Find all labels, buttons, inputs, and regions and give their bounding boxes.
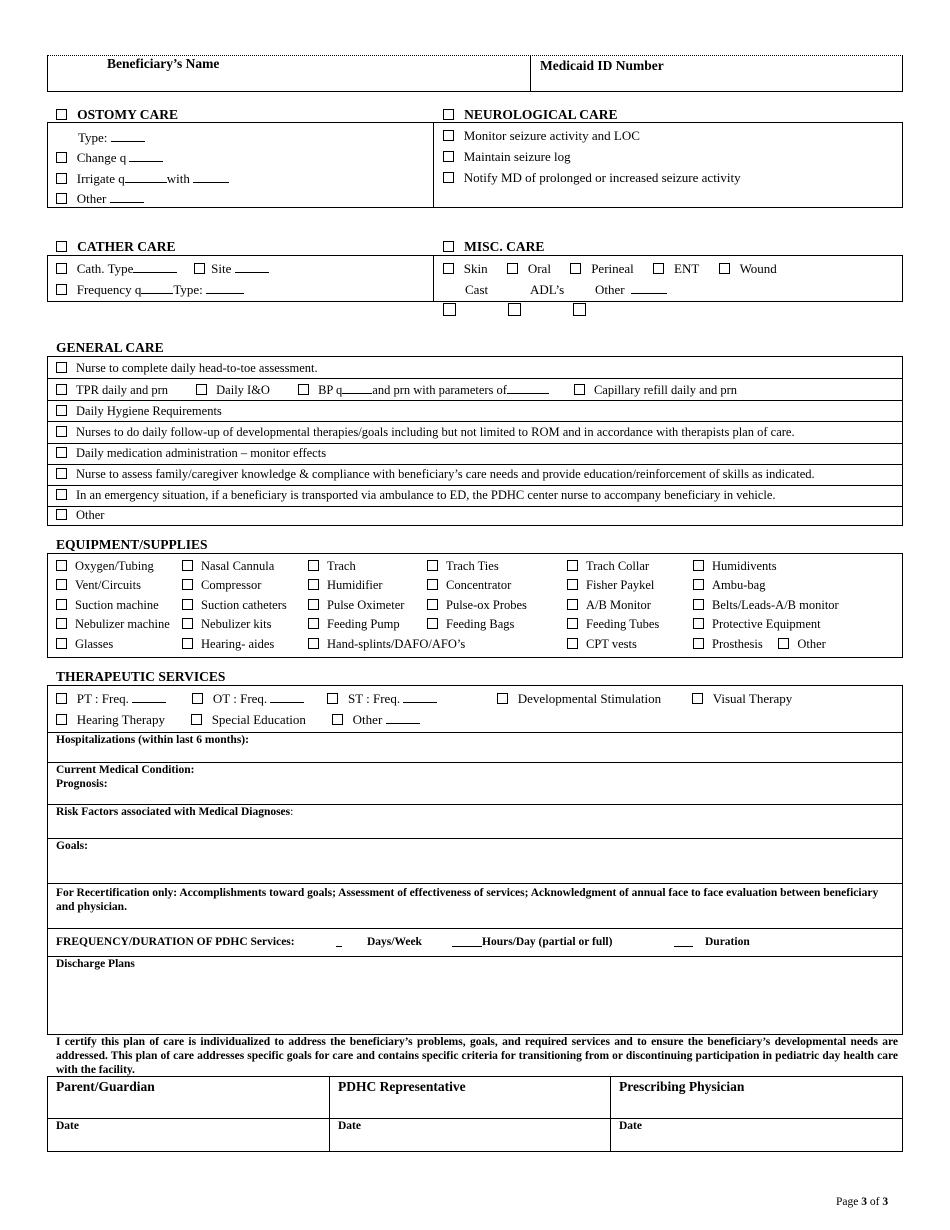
parent-guardian-label: Parent/Guardian: [56, 1079, 155, 1094]
rule: [47, 732, 903, 733]
equip-item: Ambu-bag: [693, 578, 765, 593]
hours-day-label: Hours/Day (partial or full): [482, 936, 613, 948]
general-checkbox[interactable]: [56, 426, 67, 437]
cather-checkbox[interactable]: [56, 241, 67, 252]
duration-blank[interactable]: [674, 946, 693, 947]
adls-checkbox[interactable]: [508, 303, 521, 319]
equip-item: Vent/Circuits: [56, 578, 141, 593]
general-checkbox[interactable]: [56, 405, 67, 416]
oral-checkbox[interactable]: [507, 263, 518, 274]
visual-therapy: Visual Therapy: [692, 691, 792, 707]
equip-checkbox[interactable]: [567, 579, 578, 590]
equip-checkbox[interactable]: [308, 618, 319, 629]
cather-care-header: CATHER CARE: [56, 239, 176, 255]
general-checkbox[interactable]: [56, 468, 67, 479]
site-checkbox[interactable]: [194, 263, 205, 274]
rule: [47, 838, 903, 839]
equip-item: Trach Ties: [427, 559, 499, 574]
neuro-care-header: NEUROLOGICAL CARE: [443, 107, 618, 123]
equip-item: Nebulizer machine: [56, 617, 170, 632]
goals-label: Goals:: [56, 840, 88, 852]
equip-checkbox[interactable]: [56, 579, 67, 590]
equip-other-checkbox[interactable]: [778, 638, 789, 649]
equip-checkbox[interactable]: [693, 579, 704, 590]
general-row: Nurse to assess family/caregiver knowledge & compliance with beneficiary’s care needs and provide education/reinforcement of skills as indicated.: [56, 467, 815, 482]
equip-checkbox[interactable]: [693, 638, 704, 649]
equip-item: Feeding Pump: [308, 617, 400, 632]
visual-checkbox[interactable]: [692, 693, 703, 704]
equip-item: Humidivents: [693, 559, 777, 574]
equip-item: Nasal Cannula: [182, 559, 274, 574]
pt-checkbox[interactable]: [56, 693, 67, 704]
equip-checkbox[interactable]: [567, 618, 578, 629]
frequency-checkbox[interactable]: [56, 284, 67, 295]
current-condition-label: Current Medical Condition:: [56, 764, 195, 776]
cast-checkbox[interactable]: [443, 303, 456, 319]
equip-checkbox[interactable]: [182, 579, 193, 590]
rule: [47, 506, 903, 507]
misc-checkbox[interactable]: [443, 241, 454, 252]
equip-checkbox[interactable]: [693, 618, 704, 629]
therapeutic-header: THERAPEUTIC SERVICES: [56, 669, 226, 684]
misc-other: Other: [595, 282, 667, 298]
wound-checkbox[interactable]: [719, 263, 730, 274]
physician-date-label: Date: [619, 1120, 642, 1132]
equip-checkbox[interactable]: [56, 599, 67, 610]
equip-checkbox[interactable]: [427, 599, 438, 610]
rule: [47, 464, 903, 465]
equip-item: Nebulizer kits: [182, 617, 271, 632]
io-checkbox[interactable]: [196, 384, 207, 395]
equip-checkbox[interactable]: [182, 638, 193, 649]
cath-frequency: Frequency q Type:: [56, 282, 244, 298]
general-row: Daily Hygiene Requirements: [56, 404, 222, 419]
prognosis-label: Prognosis:: [56, 778, 108, 790]
equip-checkbox[interactable]: [182, 618, 193, 629]
rule: [47, 956, 903, 957]
neuro-item: Notify MD of prolonged or increased seizure activity: [443, 170, 741, 186]
rule: [47, 1118, 903, 1119]
duration-label: Duration: [705, 936, 750, 948]
irrigate-checkbox[interactable]: [56, 173, 67, 184]
misc-adls: ADL’s: [530, 282, 565, 297]
neuro-item-checkbox[interactable]: [443, 151, 454, 162]
ostomy-checkbox[interactable]: [56, 109, 67, 120]
neuro-item-checkbox[interactable]: [443, 172, 454, 183]
equipment-header: EQUIPMENT/SUPPLIES: [56, 537, 208, 552]
equip-checkbox[interactable]: [308, 638, 319, 649]
rule: [47, 804, 903, 805]
skin-checkbox[interactable]: [443, 263, 454, 274]
rule: [47, 443, 903, 444]
general-checkbox[interactable]: [56, 362, 67, 373]
equip-item: Glasses: [56, 637, 113, 652]
ot-checkbox[interactable]: [192, 693, 203, 704]
change-checkbox[interactable]: [56, 152, 67, 163]
equip-item: Fisher Paykel: [567, 578, 654, 593]
equip-checkbox[interactable]: [427, 579, 438, 590]
parent-date-label: Date: [56, 1120, 79, 1132]
misc-cast: Cast: [465, 282, 489, 297]
hospitalizations-label: Hospitalizations (within last 6 months):: [56, 734, 249, 746]
misc-items: Skin Oral Perineal ENT Wound: [443, 261, 777, 277]
equip-item: Hand-splints/DAFO/AFO’s: [308, 637, 465, 652]
header-divider: [530, 55, 531, 92]
certification-text: I certify this plan of care is individualized to address the beneficiary’s problems, goals, and required services and to ensure the beneficiary’s developmental needs are addressed. This plan of care addresses specific goals for care and contains specific criteria for transitioning from or discontinuing participation in pediatric day health care with the facility.: [56, 1036, 898, 1076]
equip-checkbox[interactable]: [56, 638, 67, 649]
hearing-checkbox[interactable]: [56, 714, 67, 725]
rule: [47, 485, 903, 486]
equip-checkbox[interactable]: [308, 560, 319, 571]
equip-item: A/B Monitor: [567, 598, 651, 613]
therapy-other-checkbox[interactable]: [332, 714, 343, 725]
medicaid-id-label: Medicaid ID Number: [540, 58, 664, 73]
rule: [47, 421, 903, 422]
equip-checkbox[interactable]: [56, 560, 67, 571]
dev-stim: Developmental Stimulation: [497, 691, 661, 707]
hours-blank[interactable]: [452, 946, 482, 947]
pdhc-representative-label: PDHC Representative: [338, 1079, 466, 1094]
misc-care-header: MISC. CARE: [443, 239, 544, 255]
equip-item: Humidifier: [308, 578, 383, 593]
equip-item: Pulse-ox Probes: [427, 598, 527, 613]
cath-type: Cath. Type Site: [56, 261, 269, 277]
equip-checkbox[interactable]: [182, 599, 193, 610]
equip-checkbox[interactable]: [182, 560, 193, 571]
days-blank[interactable]: [336, 946, 342, 947]
ostomy-change: Change q: [56, 150, 163, 166]
equip-item: Protective Equipment: [693, 617, 821, 632]
equip-checkbox[interactable]: [567, 599, 578, 610]
st-checkbox[interactable]: [327, 693, 338, 704]
equip-item: Suction catheters: [182, 598, 287, 613]
rule: [47, 762, 903, 763]
general-row: Nurses to do daily follow-up of developmental therapies/goals including but not limited to ROM and in accordance with therapists plan of care.: [56, 425, 795, 440]
equip-item: Concentrator: [427, 578, 511, 593]
general-care-header: GENERAL CARE: [56, 340, 164, 355]
risk-factors-label: Risk Factors associated with Medical Diagnoses:: [56, 806, 294, 818]
equip-checkbox[interactable]: [308, 599, 319, 610]
general-checkbox[interactable]: [56, 447, 67, 458]
equip-item: Pulse Oximeter: [308, 598, 404, 613]
page-number: Page 3 of 3: [836, 1196, 889, 1208]
dev-stim-checkbox[interactable]: [497, 693, 508, 704]
equip-item: Trach Collar: [567, 559, 649, 574]
therapy-row-2: Hearing Therapy Special Education Other: [56, 712, 420, 728]
special-ed-checkbox[interactable]: [191, 714, 202, 725]
equip-item: Suction machine: [56, 598, 159, 613]
equip-item: Hearing- aides: [182, 637, 274, 652]
general-row: Other: [56, 508, 104, 523]
divider: [433, 122, 434, 208]
beneficiary-name-label: Beneficiary’s Name: [107, 56, 220, 71]
equip-item: Feeding Bags: [427, 617, 514, 632]
tpr-checkbox[interactable]: [56, 384, 67, 395]
equip-checkbox[interactable]: [427, 560, 438, 571]
ostomy-type: Type:: [78, 130, 145, 146]
rule: [47, 928, 903, 929]
neuro-checkbox[interactable]: [443, 109, 454, 120]
equip-item: Belts/Leads-A/B monitor: [693, 598, 839, 613]
equip-item: Feeding Tubes: [567, 617, 659, 632]
neuro-item: Monitor seizure activity and LOC: [443, 128, 640, 144]
general-checkbox[interactable]: [56, 509, 67, 520]
equip-checkbox[interactable]: [308, 579, 319, 590]
equip-item: Compressor: [182, 578, 261, 593]
equip-checkbox[interactable]: [567, 560, 578, 571]
divider: [433, 255, 434, 302]
recertification-text: For Recertification only: Accomplishments toward goals; Assessment of effectiveness of services; Acknowledgment of annual face to face evaluation between beneficiary and physician.: [56, 887, 879, 913]
therapy-row-1: PT : Freq. OT : Freq. ST : Freq.: [56, 691, 437, 707]
equip-item: Trach: [308, 559, 356, 574]
equip-item: Oxygen/Tubing: [56, 559, 154, 574]
capillary-checkbox[interactable]: [574, 384, 585, 395]
divider: [329, 1076, 330, 1152]
equip-item: Prosthesis Other: [693, 637, 826, 652]
rule: [47, 378, 903, 379]
cath-type-checkbox[interactable]: [56, 263, 67, 274]
neuro-item: Maintain seizure log: [443, 149, 571, 165]
frequency-label: FREQUENCY/DURATION OF PDHC Services:: [56, 936, 295, 948]
general-row-vitals: TPR daily and prn Daily I&O BP q and prn with parameters of Capillary refill daily and prn: [56, 383, 737, 398]
general-row: Daily medication administration – monitor effects: [56, 446, 326, 461]
signature-box: [47, 1076, 903, 1152]
ostomy-other: Other: [56, 191, 144, 207]
rule: [47, 883, 903, 884]
equip-checkbox[interactable]: [427, 618, 438, 629]
equip-item: CPT vests: [567, 637, 637, 652]
general-row: In an emergency situation, if a beneficiary is transported via ambulance to ED, the PDHC center nurse to accompany beneficiary in vehicle.: [56, 488, 776, 503]
equip-checkbox[interactable]: [56, 618, 67, 629]
prescribing-physician-label: Prescribing Physician: [619, 1079, 745, 1094]
days-week-label: Days/Week: [367, 936, 422, 948]
general-checkbox[interactable]: [56, 489, 67, 500]
discharge-plans-label: Discharge Plans: [56, 958, 135, 970]
misc-other-checkbox[interactable]: [573, 303, 586, 319]
bp-checkbox[interactable]: [298, 384, 309, 395]
equip-checkbox[interactable]: [693, 560, 704, 571]
divider: [610, 1076, 611, 1152]
neuro-item-checkbox[interactable]: [443, 130, 454, 141]
ostomy-care-header: OSTOMY CARE: [56, 107, 178, 123]
perineal-checkbox[interactable]: [570, 263, 581, 274]
general-row: Nurse to complete daily head-to-toe assessment.: [56, 361, 318, 376]
equip-checkbox[interactable]: [693, 599, 704, 610]
ent-checkbox[interactable]: [653, 263, 664, 274]
pdhc-date-label: Date: [338, 1120, 361, 1132]
rule: [47, 400, 903, 401]
equip-checkbox[interactable]: [567, 638, 578, 649]
ostomy-other-checkbox[interactable]: [56, 193, 67, 204]
ostomy-irrigate: Irrigate q with: [56, 171, 229, 187]
